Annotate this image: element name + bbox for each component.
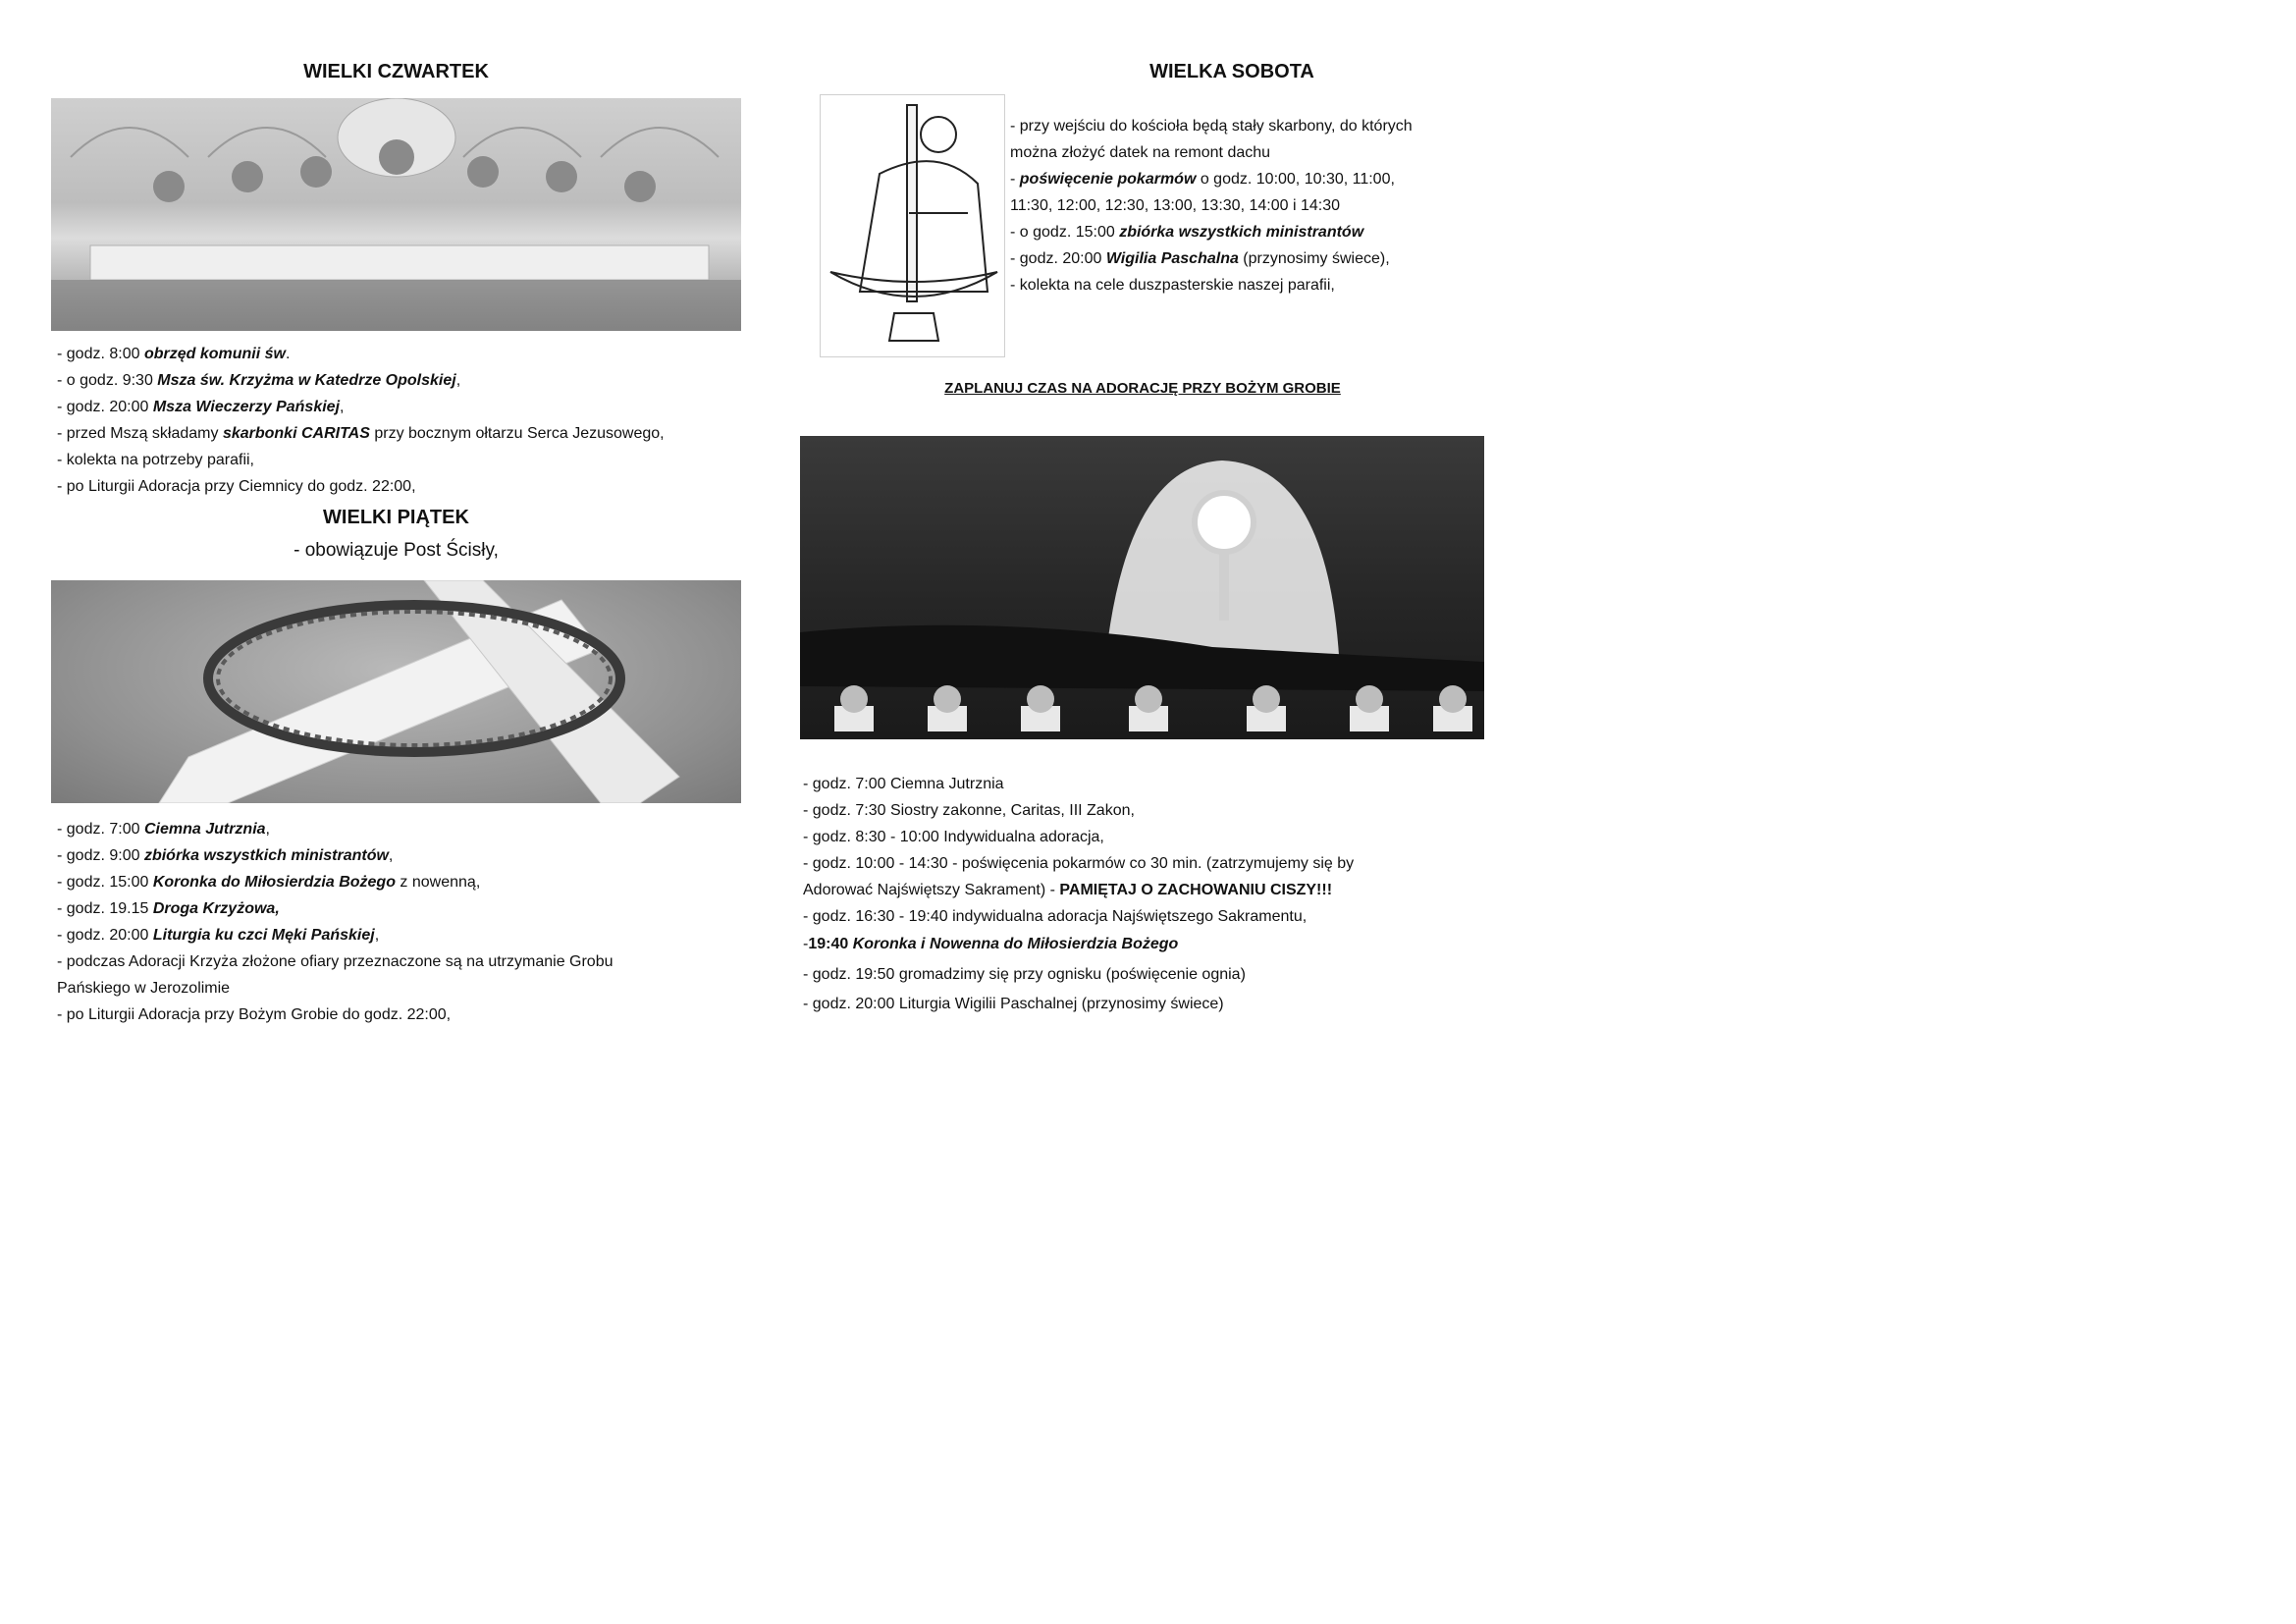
list-item: - godz. 20:00 Liturgia Wigilii Paschalnej (przynosimy świece) — [803, 996, 1224, 1012]
list-item: - godz. 8:30 - 10:00 Indywidualna adoracja, — [803, 829, 1104, 845]
list-item: - podczas Adoracji Krzyża złożone ofiary przeznaczone są na utrzymanie Grobu — [57, 953, 614, 970]
list-item: - poświęcenie pokarmów o godz. 10:00, 10:30, 11:00, — [1010, 171, 1395, 188]
list-item: - godz. 19.15 Droga Krzyżowa, — [57, 900, 280, 917]
last-supper-image — [51, 98, 741, 331]
friday-title: WIELKI PIĄTEK — [323, 507, 469, 528]
list-item: - godz. 9:00 zbiórka wszystkich ministrantów, — [57, 847, 394, 864]
list-item: - godz. 15:00 Koronka do Miłosierdzia Bożego z nowenną, — [57, 874, 481, 891]
priest-blessing-image — [820, 94, 1005, 357]
tomb-image — [800, 436, 1484, 739]
list-item: - godz. 20:00 Liturgia ku czci Męki Pańskiej, — [57, 927, 380, 944]
list-item: - kolekta na cele duszpasterskie naszej parafii, — [1010, 277, 1335, 294]
friday-list — [57, 816, 614, 1028]
list-item: - godz. 7:00 Ciemna Jutrznia, — [57, 821, 270, 838]
list-item: -19:40 Koronka i Nowenna do Miłosierdzia Bożego — [803, 936, 1179, 952]
list-item: - przy wejściu do kościoła będą stały skarbony, do których — [1010, 118, 1413, 135]
list-item: - godz. 16:30 - 19:40 indywidualna adoracja Najświętszego Sakramentu, — [803, 908, 1308, 925]
list-item: - godz. 8:00 obrzęd komunii św. — [57, 346, 291, 362]
list-item: Adorować Najświętszy Sakrament) - PAMIĘTAJ O ZACHOWANIU CISZY!!! — [803, 882, 1333, 898]
list-item: - godz. 10:00 - 14:30 - poświęcenia pokarmów co 30 min. (zatrzymujemy się by — [803, 855, 1355, 872]
list-item: Pańskiego w Jerozolimie — [57, 980, 231, 997]
list-item: - po Liturgii Adoracja przy Ciemnicy do godz. 22:00, — [57, 478, 416, 495]
list-item: - o godz. 15:00 zbiórka wszystkich ministrantów — [1010, 224, 1364, 241]
thursday-list — [57, 341, 665, 500]
adoration-title: ZAPLANUJ CZAS NA ADORACJĘ PRZY BOŻYM GROBIE — [944, 380, 1341, 397]
adoration-list — [803, 771, 1354, 1018]
list-item: - o godz. 9:30 Msza św. Krzyżma w Katedrze Opolskiej, — [57, 372, 461, 389]
list-item: - godz. 19:50 gromadzimy się przy ognisku (poświęcenie ognia) — [803, 966, 1246, 983]
saturday-title: WIELKA SOBOTA — [1149, 61, 1314, 82]
saturday-list — [1010, 113, 1413, 298]
list-item: - godz. 20:00 Wigilia Paschalna (przynosimy świece), — [1010, 250, 1390, 267]
list-item: - godz. 7:30 Siostry zakonne, Caritas, III Zakon, — [803, 802, 1135, 819]
list-item: można złożyć datek na remont dachu — [1010, 144, 1271, 161]
friday-subtitle: - obowiązuje Post Ścisły, — [294, 540, 499, 561]
list-item: - godz. 7:00 Ciemna Jutrznia — [803, 776, 1004, 792]
thursday-title: WIELKI CZWARTEK — [303, 61, 489, 82]
cross-thorns-image — [51, 580, 741, 803]
list-item: - po Liturgii Adoracja przy Bożym Grobie do godz. 22:00, — [57, 1006, 452, 1023]
list-item: 11:30, 12:00, 12:30, 13:00, 13:30, 14:00 i 14:30 — [1010, 197, 1340, 214]
list-item: - przed Mszą składamy skarbonki CARITAS przy bocznym ołtarzu Serca Jezusowego, — [57, 425, 665, 442]
list-item: - kolekta na potrzeby parafii, — [57, 452, 254, 468]
list-item: - godz. 20:00 Msza Wieczerzy Pańskiej, — [57, 399, 345, 415]
